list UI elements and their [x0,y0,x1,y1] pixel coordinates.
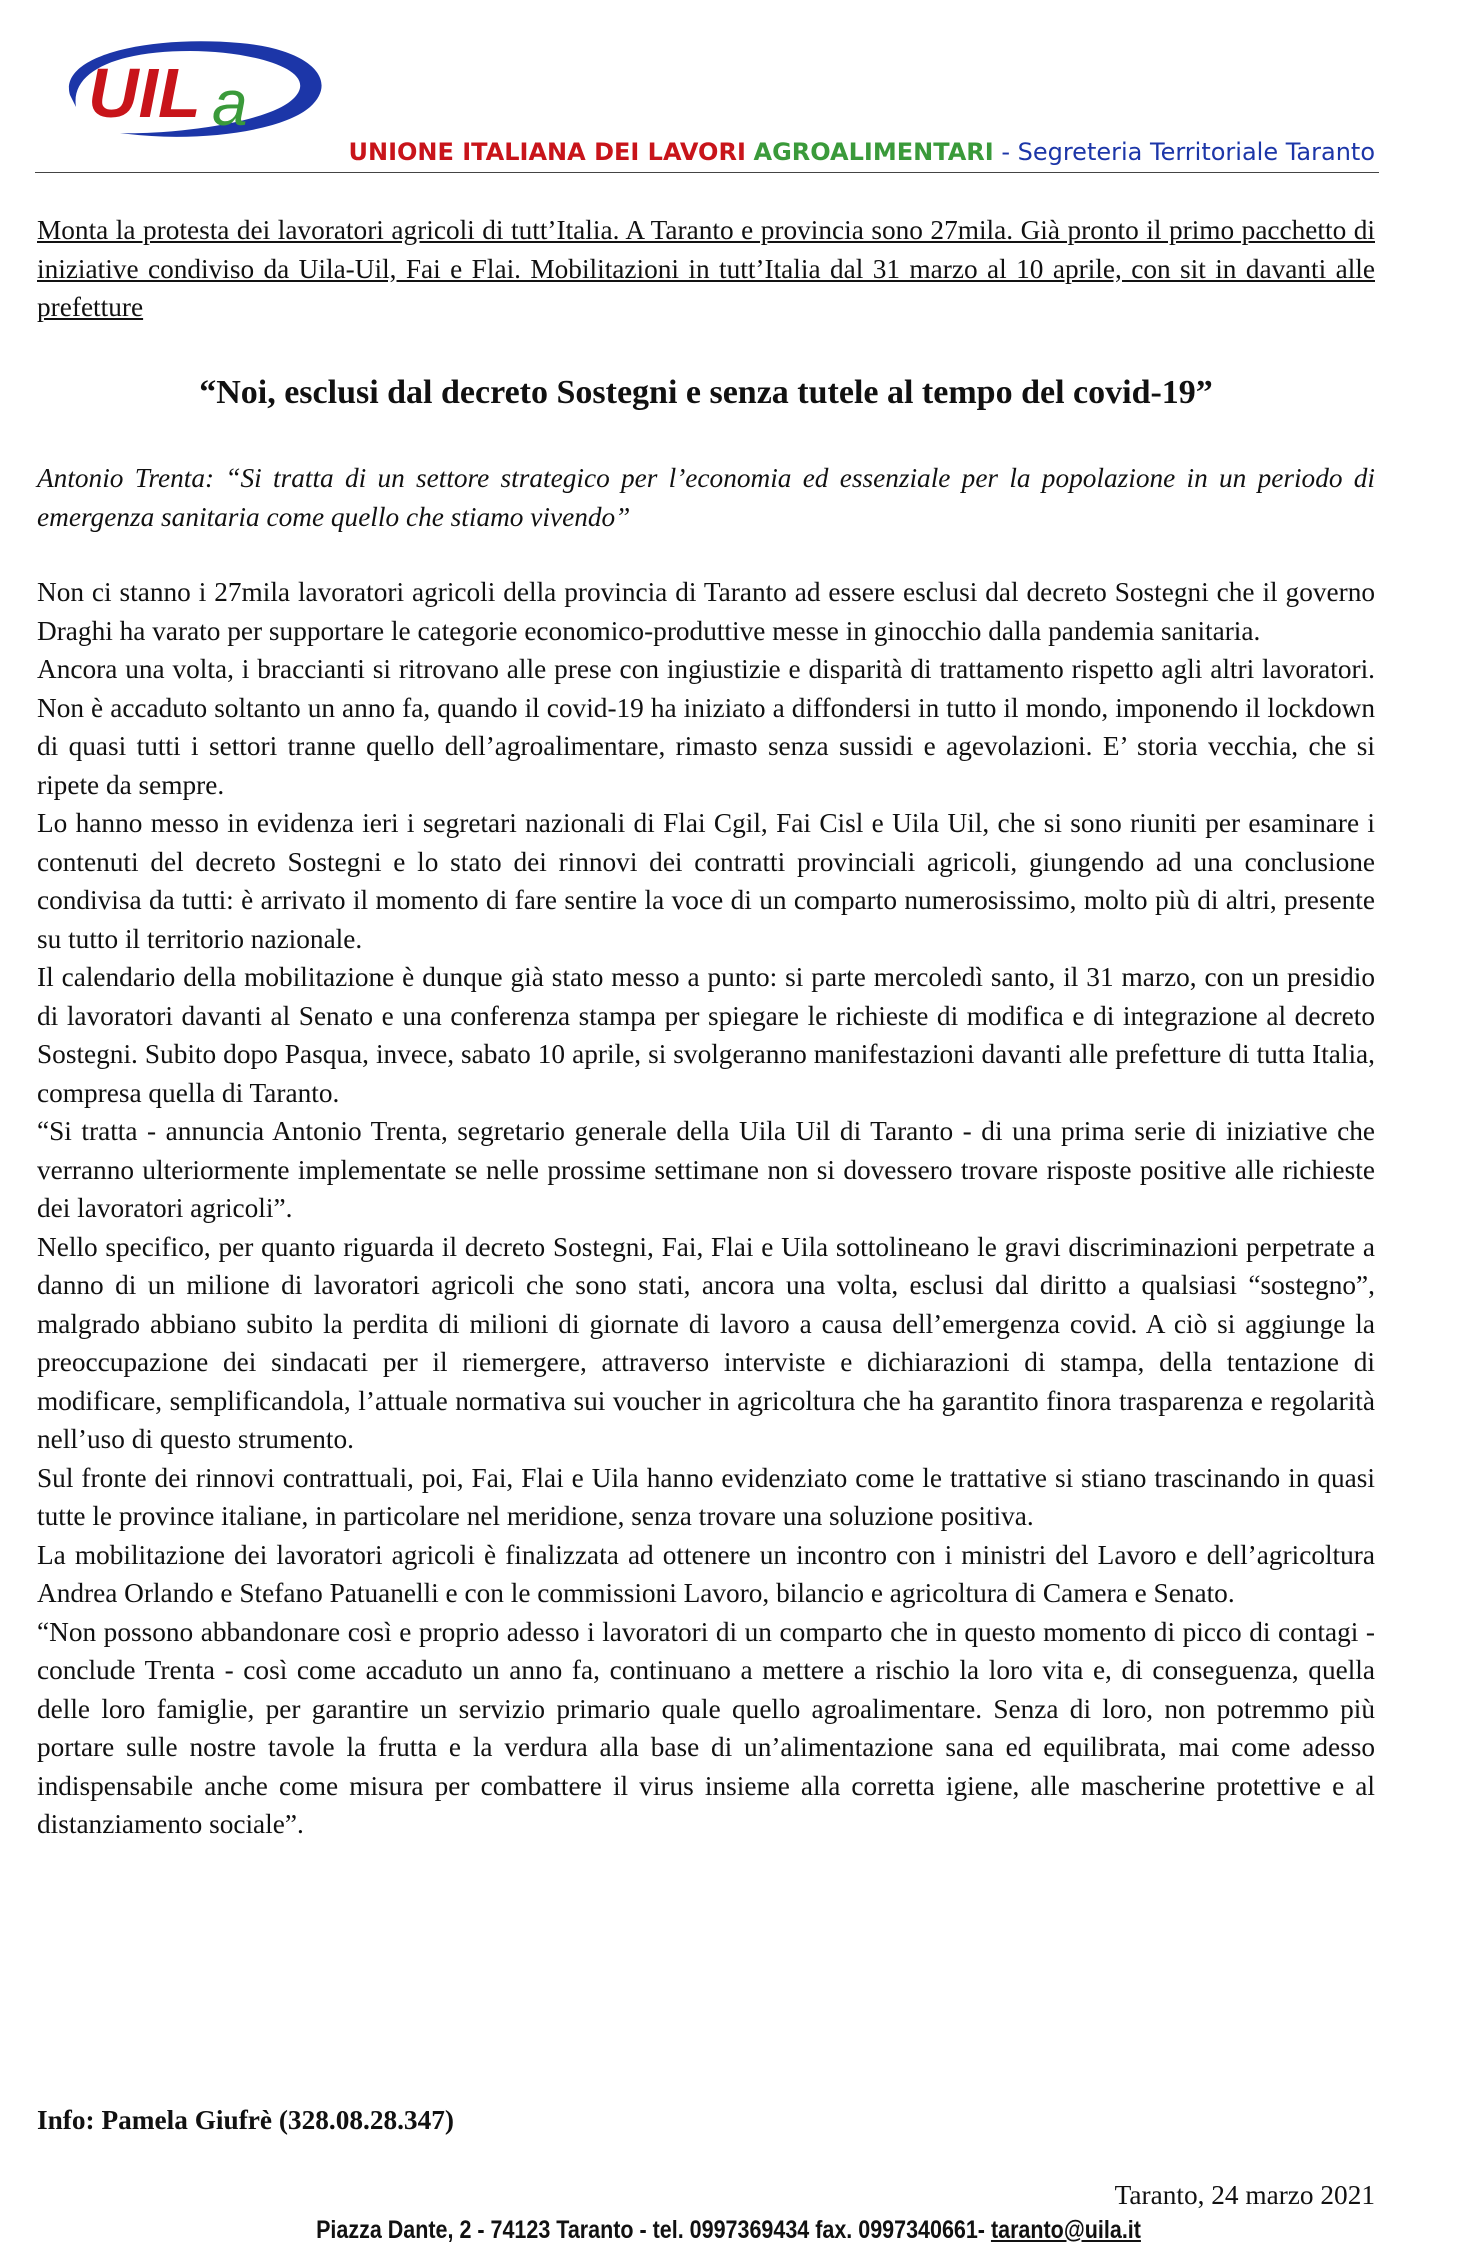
paragraph: “Non possono abbandonare così e proprio adesso i lavoratori di un comparto che in questo momento di picco di contagi - conclude Trenta - così come accaduto un anno fa, continuano a mettere a rischio la loro vita e, di conseguenza, quella delle loro famiglie, per garantire un servizio primario quale quello agroalimentare. Senza di loro, non potremmo più portare sulle nostre tavole la frutta e la verdura alla base di un’alimentazione sana ed equilibrata, mai come adesso indispensabile anche come misura per combattere il virus insieme alla corretta igiene, alle mascherine protettive e al distanziamento sociale”. [37,1616,1375,1839]
paragraph: Sul fronte dei rinnovi contrattuali, poi, Fai, Flai e Uila hanno evidenziato come le trattative si stiano trascinando in quasi tutte le province italiane, in particolare nel meridione, senza trovare una soluzione positiva. [37,1462,1375,1531]
paragraph: Lo hanno messo in evidenza ieri i segretari nazionali di Flai Cgil, Fai Cisl e Uila Uil, che si sono riuniti per esaminare i contenuti del decreto Sostegni e lo stato dei rinnovi dei contratti provinciali agricoli, giungendo ad una conclusione condivisa da tutti: è arrivato il momento di fare sentire la voce di un comparto numerosissimo, molto più di altri, presente su tutto il territorio nazionale. [37,808,1375,954]
org-name-red: UNIONE ITALIANA DEI LAVORI [348,138,746,166]
footer-email-link[interactable]: taranto@uila.it [990,2216,1141,2244]
article-body [37,573,1375,1844]
dateline: Taranto, 24 marzo 2021 [1114,2180,1375,2210]
paragraph: Non ci stanno i 27mila lavoratori agricoli della provincia di Taranto ad essere esclusi dal decreto Sostegni che il governo Draghi ha varato per supportare le categorie economico-produttive messe in ginocchio dalla pandemia sanitaria. [37,577,1375,646]
org-name-green: AGROALIMENTARI [753,138,994,166]
org-secretariat: Segreteria Territoriale Taranto [1017,138,1375,166]
article-quote: Antonio Trenta: “Si tratta di un settore strategico per l’economia ed essenziale per la popolazione in un periodo di emergenza sanitaria come quello che stiamo vivendo” [37,463,1375,532]
logo-text-a: a [212,67,248,139]
paragraph: Nello specifico, per quanto riguarda il decreto Sostegni, Fai, Flai e Uila sottolineano le gravi discriminazioni perpetrate a danno di un milione di lavoratori agricoli che sono stati, ancora una volta, esclusi dal diritto a qualsiasi “sostegno”, malgrado abbiano subito la perdita di milioni di giornate di lavoro a causa dell’emergenza covid. A ciò si aggiunge la preoccupazione dei sindacati per il riemergere, attraverso interviste e dichiarazioni di stampa, della tentazione di modificare, semplificandola, l’attuale normativa sui voucher in agricoltura che ha garantito finora trasparenza e regolarità nell’uso di questo strumento. [37,1231,1375,1454]
article-title: “Noi, esclusi dal decreto Sostegni e senza tutele al tempo del covid-19” [199,374,1213,411]
header-divider [35,172,1379,173]
paragraph: Il calendario della mobilitazione è dunque già stato messo a punto: si parte mercoledì santo, il 31 marzo, con un presidio di lavoratori davanti al Senato e una conferenza stampa per spiegare le richieste di modifica e di integrazione al decreto Sostegni. Subito dopo Pasqua, invece, sabato 10 aprile, si svolgeranno manifestazioni davanti alle prefetture di tutta Italia, compresa quella di Taranto. [37,962,1375,1108]
logo-text-uil: UIL [88,54,201,132]
organization-line [349,138,1376,166]
paragraph: “Si tratta - annuncia Antonio Trenta, segretario generale della Uila Uil di Taranto - di una prima serie di iniziative che verranno ulteriormente implementate se nelle prossime settimane non si dovessero trovare risposte positive alle richieste dei lavoratori agricoli”. [37,1116,1375,1223]
paragraph: Ancora una volta, i braccianti si ritrovano alle prese con ingiustizie e disparità di trattamento rispetto agli altri lavoratori. Non è accaduto soltanto un anno fa, quando il covid-19 ha iniziato a diffondersi in tutto il mondo, imponendo il lockdown di quasi tutti i settori tranne quello dell’agroalimentare, rimasto senza sussidi e agevolazioni. E’ storia vecchia, che si ripete da sempre. [37,654,1375,800]
contact-info: Info: Pamela Giufrè (328.08.28.347) [37,2105,454,2135]
uila-logo [40,25,340,150]
footer-address-text: Piazza Dante, 2 - 74123 Taranto - tel. 0997369434 fax. 0997340661- [316,2216,991,2244]
footer-address [102,2216,1355,2244]
article-subhead: Monta la protesta dei lavoratori agricoli di tutt’Italia. A Taranto e provincia sono 27mila. Già pronto il primo pacchetto di iniziative condiviso da Uila-Uil, Fai e Flai. Mobilitazioni in tutt’Italia dal 31 marzo al 10 aprile, con sit in davanti alle prefetture [37,215,1375,322]
org-separator: - [993,138,1018,166]
paragraph: La mobilitazione dei lavoratori agricoli è finalizzata ad ottenere un incontro con i ministri del Lavoro e dell’agricoltura Andrea Orlando e Stefano Patuanelli e con le commissioni Lavoro, bilancio e agricoltura di Camera e Senato. [37,1539,1375,1608]
